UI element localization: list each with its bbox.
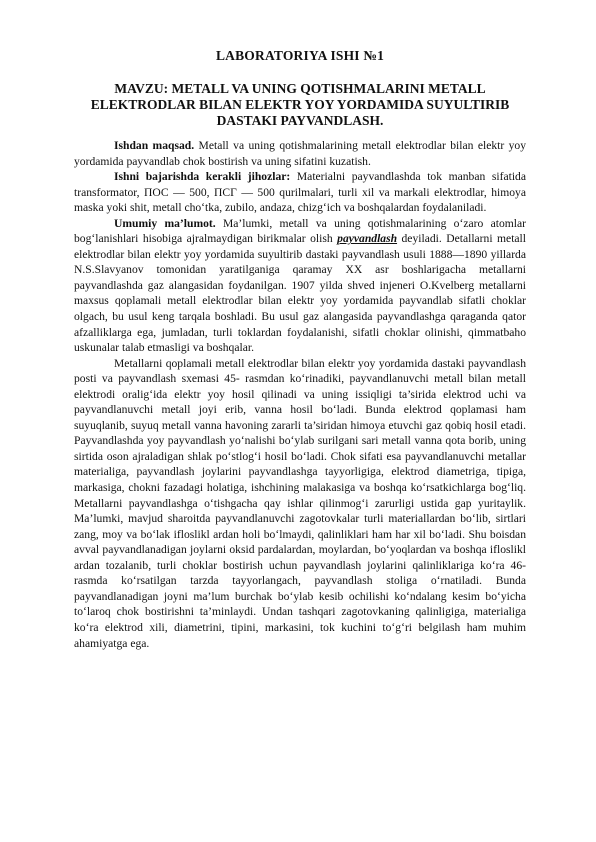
general-info-text-after: deyiladi. Detallarni metall elektrodlar bilan elektr yoy yordamida suyultirib dastaki payvandlash usuli 1888—1890 yillarda N.S.Slavyanov tomonidan yaratilganiga qaramay XX asr boshlarigacha metallarni payvandlashda gaz alangasidan foydanilgan. 1907 yilda shved injeneri O.Kvelberg metallarni maxsus qoplamali metall elektrodlar bilan elektr yoy yordamida payvandlab sifatli choklar olgach, bu usul keng tarqala boshladi. Bu usul gaz alangasida payvandlashga qaraganda qator afzalliklarga ega, jumladan, turli toklardan foydalanishi, sifatli choklar olinishi, qimmatbaho uskunalar talab etmasligi va boshqalar. xyxy=(74,232,526,355)
aim-text: Metall va uning qotishmalarining metall elektrodlar bilan elektr yoy yordamida payvandlab chok bostirish va uning sifatini kuzatish. xyxy=(74,139,527,168)
paragraph-equipment xyxy=(74,169,526,216)
aim-lead: Ishdan maqsad. xyxy=(114,139,195,152)
equipment-lead: Ishni bajarishda kerakli jihozlar: xyxy=(114,170,291,184)
topic-heading: MAVZU: METALL VA UNING QOTISHMALARINI METALL ELEKTRODLAR BILAN ELEKTR YOY YORDAMIDA SUYULTIRIB DASTAKI PAYVANDLASH. xyxy=(90,81,510,128)
payvandlash-emphasis: payvandlash xyxy=(337,232,398,246)
general-info-lead: Umumiy ma’lumot. xyxy=(114,216,216,230)
lab-title: LABORATORIYA ISHI №1 xyxy=(215,48,385,63)
paragraph-aim xyxy=(74,138,526,169)
paragraph-process: Metallarni qoplamali metall elektrodlar bilan elektr yoy yordamida dastaki payvandlash posti va payvandlash sxemasi 45- rasmdan ko‘rinadiki, payvandlanuvchi metall bilan metall elektrodi oralig‘ida elektr yoy hosil qilinadi va uning issiqligi ta’sirida elektrod uchi va payvandlanuvchi metall joyi erib, vanna hosil bo‘ladi. Bunda elektrod qoplamasi ham suyuqlanib, suyuq metall vanna havoning zararli ta’siridan himoya etuvchi gaz qobiq hosil etadi. Payvandlashda yoy payvandlash yo‘nalishi bo‘ylab surilgani sari metall vanna qota borib, uning sirtida oson ajraladigan shlak po‘stlog‘i hosil bo‘ladi. Chok sifati esa payvandlanuvchi metallar materialiga, payvandlash joylarini payvandlashga tayyorligiga, elektrod diametriga, tipiga, markasiga, chokni fazadagi holatiga, ishchining malakasiga va boshqa ko‘rsatkichlarga bog‘liq. Metallarni payvandlashga o‘tishgacha qay ishlar qilinmog‘i zarurligi ustida gap yuritaylik. Ma’lumki, mavjud sharoitda payvandlanuvchi zagotovkalar turli materiallardan bo‘lib, sirtlari zang, moy va bo‘lak ifloslikl ardan holi bo‘lmaydi, qalinliklari ham har xil bo‘ladi. Shu boisdan avval payvandlanadigan joylarni oksid pardalardan, moylardan, bo‘yoqlardan va boshqa ifloslikl ardan tozalanib, turli choklar bostirish uchun payvandlash joylarini qalinliklariga ko‘ra 46-rasmda ko‘rsatilgan tarzda tayyorlangach, payvandlash stoliga o‘rnatiladi. Bunda payvandlanadigan joyni ma’lum burchak bo‘ylab kesib ochilishi ko‘ndalang kesim bo‘yicha to‘laroq chok bostirishni ta’minlaydi. Undan tashqari zagotovkaning qalinligiga, materialiga ko‘ra elektrod xili, diametrini, tipini, markasini, tok kuchini to‘g‘ri belgilash ham muhim ahamiyatga ega. xyxy=(74,356,526,650)
general-info-text-before: Ma’lumki, metall va uning qotishmalarining o‘zaro atomlar bog‘lanishlari hisobiga ajralmaydigan birikmalar olish xyxy=(74,216,526,246)
equipment-text: Materialni payvandlashda tok manban sifatida transformator, ПОС — 500, ПСГ — 500 qurilmalari, turli xil va markali elektrodlar, himoya maska yoki shit, metall cho‘tka, zubilo, andaza, chizg‘ich va boshqalardan foydalaniladi. xyxy=(74,170,526,215)
paragraph-general-info xyxy=(74,216,526,356)
